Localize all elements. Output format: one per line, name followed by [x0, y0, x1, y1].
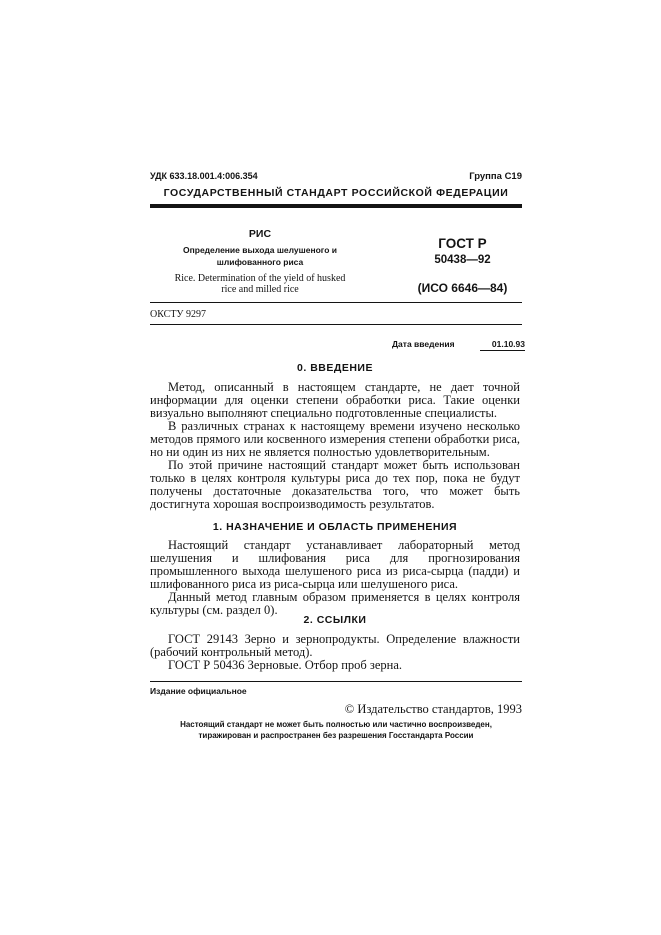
group-code: Группа С19 [469, 171, 522, 182]
copyright: © Издательство стандартов, 1993 [344, 702, 522, 716]
okstu-code: ОКСТУ 9297 [150, 309, 207, 320]
gost-number: 50438—92 [434, 254, 491, 266]
subtitle-line-1: Определение выхода шелушеного и [183, 245, 337, 255]
section-0-heading: 0. ВВЕДЕНИЕ [297, 362, 373, 374]
section-0-body [150, 381, 520, 511]
udk-code: УДК 633.18.001.4:006.354 [150, 171, 258, 181]
gost-label: ГОСТ Р [438, 236, 487, 251]
iso-number: (ИСО 6646—84) [417, 281, 508, 295]
reproduction-notice-line-1: Настоящий стандарт не может быть полностью или частично воспроизведен, [180, 720, 492, 729]
intro-date-label: Дата введения [392, 339, 455, 349]
english-title-line-1: Rice. Determination of the yield of husked [174, 273, 346, 284]
section-0-paragraph-3: По этой причине настоящий стандарт может быть использован только в целях контроля культуры риса до тех пор, пока не будут получены достаточные доказательства того, что может быть достигнута хорошая воспроизводимость результатов. [150, 458, 520, 511]
section-2-body [150, 633, 520, 672]
footer-rule [150, 681, 522, 682]
section-0-paragraph-1: Метод, описанный в настоящем стандарте, не дает точной информации для оценки степени обработки риса. Такие оценки визуально выполняют специально подготовленные специалисты. [150, 380, 520, 420]
subtitle-line-2: шлифованного риса [216, 257, 304, 267]
section-0-paragraph-2: В различных странах к настоящему времени изучено несколько методов прямого или косвенного измерения степени обработки риса, но ни один из них не является полностью удовлетворительным. [150, 419, 520, 459]
intro-date-value: 01.10.93 [480, 339, 525, 351]
document-name: РИС [248, 228, 272, 240]
header-rule [150, 204, 522, 208]
state-standard-title: ГОСУДАРСТВЕННЫЙ СТАНДАРТ РОССИЙСКОЙ ФЕДЕРАЦИИ [163, 187, 509, 199]
reproduction-notice-line-2: тиражирован и распространен без разрешения Госстандарта России [198, 731, 474, 740]
section-1-body [150, 539, 520, 617]
section-2-reference-1: ГОСТ 29143 Зерно и зернопродукты. Определение влажности (рабочий контрольный метод). [150, 632, 520, 659]
official-edition: Издание официальное [150, 686, 247, 696]
english-title-line-2: rice and milled rice [221, 284, 299, 295]
section-2-reference-2: ГОСТ Р 50436 Зерновые. Отбор проб зерна. [168, 658, 402, 672]
section-2-heading: 2. ССЫЛКИ [303, 614, 367, 626]
okstu-rule [150, 324, 522, 325]
section-1-paragraph-1: Настоящий стандарт устанавливает лабораторный метод шелушения и шлифования риса для прогнозирования промышленного выхода шелушеного риса из риса-сырца (падди) и шлифованного риса из риса-сырца или шелушеного риса. [150, 538, 520, 591]
section-1-heading: 1. НАЗНАЧЕНИЕ И ОБЛАСТЬ ПРИМЕНЕНИЯ [212, 521, 458, 533]
section-1-paragraph-2: Данный метод главным образом применяется в целях контроля культуры (см. раздел 0). [150, 590, 520, 617]
title-block-rule [150, 302, 522, 303]
